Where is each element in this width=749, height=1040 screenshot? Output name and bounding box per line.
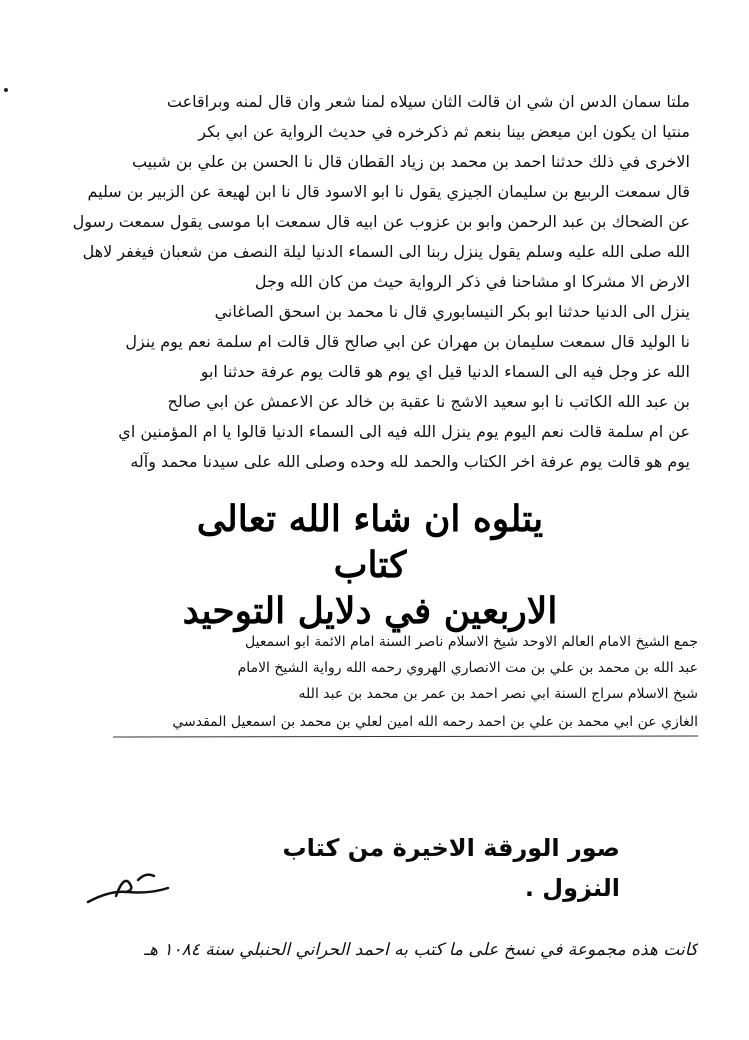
title-line-1: يتلوه ان شاء الله تعالى كتاب: [196, 498, 544, 586]
signature-mark: [80, 862, 176, 912]
manuscript-line: عن ام سلمة قالت نعم اليوم يوم ينزل الله فيه الى السماء الدنيا قالوا يا ام المؤمنين اي: [118, 422, 690, 441]
manuscript-line: عن الضحاك بن عبد الرحمن وابو بن عزوب عن ابيه قال سمعت ابا موسى يقول سمعت رسول: [72, 212, 690, 231]
margin-dot: [4, 88, 8, 92]
ownership-note: كانت هذه مجموعة في نسخ على ما كتب به احمد الحراني الحنبلي سنة ١٠٨٤ هـ: [143, 940, 698, 960]
title-line-2: الاربعين في دلايل التوحيد: [182, 590, 558, 632]
manuscript-line: نا الوليد قال سمعت سليمان بن مهران عن ابي صالح قال قالت ام سلمة نعم يوم ينزل: [125, 332, 690, 351]
manuscript-line: يوم هو قالت يوم عرفة اخر الكتاب والحمد لله وحده وصلى الله على سيدنا محمد وآله: [130, 452, 690, 471]
colophon-block: [108, 628, 698, 748]
manuscript-text-block: [70, 88, 690, 478]
next-book-title: [160, 496, 580, 632]
manuscript-line: الله صلى الله عليه وسلم يقول ينزل ربنا الى السماء الدنيا ليلة النصف من شعبان فيغفر لاهل: [82, 242, 690, 261]
manuscript-line: الاخرى في ذلك حدثنا احمد بن محمد بن زياد القطان قال نا الحسن بن علي بن شبيب: [131, 152, 690, 171]
manuscript-line: الارض الا مشركا او مشاحنا في ذكر الرواية حيث من كان الله وجل: [254, 272, 690, 291]
manuscript-line: ينزل الى الدنيا حدثنا ابو بكر النيسابوري قال نا محمد بن اسحق الصاغاني: [214, 302, 690, 321]
manuscript-line: الله عز وجل فيه الى السماء الدنيا قيل اي يوم هو قالت يوم عرفة حدثنا ابو: [200, 362, 690, 381]
manuscript-line: منتيا ان يكون ابن ميعض بينا بنعم ثم ذكرخره في حديث الرواية عن ابي بكر: [198, 122, 690, 141]
colophon-underline: [108, 732, 708, 740]
colophon-line: شيخ الاسلام سراج السنة ابي نصر احمد بن عمر بن محمد بن عبد الله: [298, 686, 698, 702]
manuscript-line: بن عبد الله الكاتب نا ابو سعيد الاشج نا عقبة بن خالد عن الاعمش عن ابي صالح: [167, 392, 690, 411]
colophon-line: جمع الشيخ الامام العالم الاوحد شيخ الاسلام ناصر السنة امام الائمة ابو اسمعيل: [245, 634, 698, 650]
manuscript-line: ملتا سمان الدس ان شي ان قالت الثان سيلاه لمنا شعر وان قال لمنه وبراقاعت: [166, 92, 690, 111]
colophon-line: عبد الله بن محمد بن علي بن مت الانصاري الهروي رحمه الله رواية الشيخ الامام: [237, 660, 698, 676]
page-caption: صور الورقة الاخيرة من كتاب النزول .: [282, 834, 620, 902]
manuscript-line: قال سمعت الربيع بن سليمان الجيزي يقول نا ابو الاسود قال نا ابن لهيعة عن الزبير بن سليم: [87, 182, 690, 201]
colophon-line: الغازي عن ابي محمد بن علي بن احمد رحمه الله امين لعلي بن محمد بن اسمعيل المقدسي: [172, 714, 698, 730]
